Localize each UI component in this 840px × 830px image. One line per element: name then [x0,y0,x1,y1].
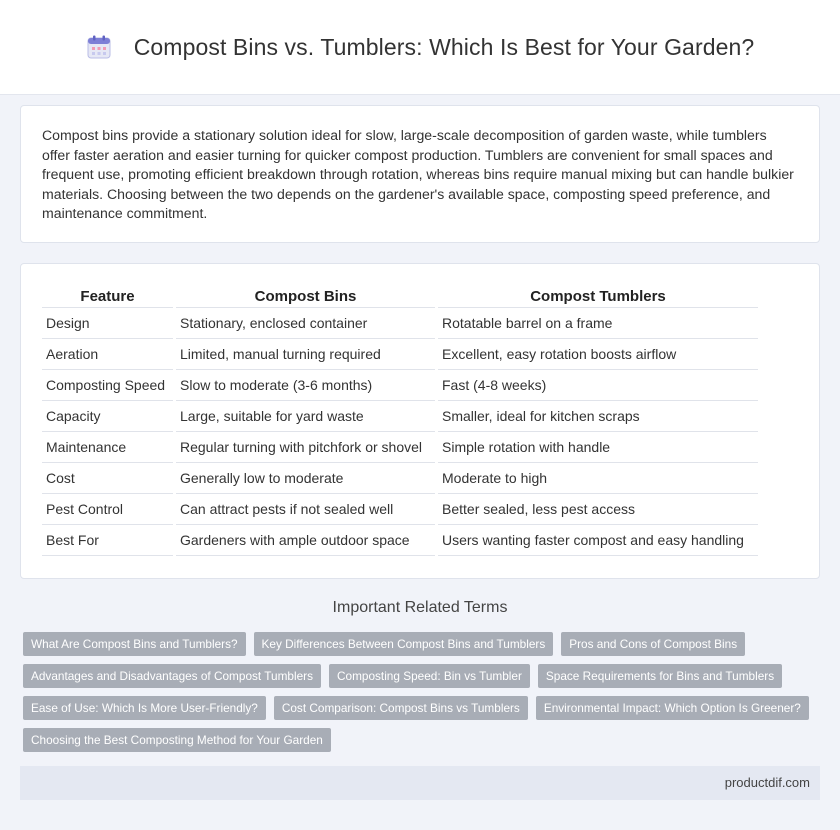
related-term-link[interactable]: Ease of Use: Which Is More User-Friendly? [23,696,266,720]
column-header-feature: Feature [42,286,173,308]
table-cell: Best For [42,525,173,556]
table-row [42,308,758,339]
calendar-icon [86,34,112,60]
table-header-row [42,286,758,308]
related-term-link[interactable]: Environmental Impact: Which Option Is Greener? [536,696,809,720]
table-cell: Smaller, ideal for kitchen scraps [438,401,758,432]
related-term-link[interactable]: What Are Compost Bins and Tumblers? [23,632,246,656]
table-cell: Stationary, enclosed container [176,308,435,339]
table-cell: Large, suitable for yard waste [176,401,435,432]
table-row [42,463,758,494]
table-cell: Better sealed, less pest access [438,494,758,525]
related-term-link[interactable]: Choosing the Best Composting Method for Your Garden [23,728,331,752]
table-cell: Generally low to moderate [176,463,435,494]
table-cell: Aeration [42,339,173,370]
table-row [42,525,758,556]
related-term-link[interactable]: Advantages and Disadvantages of Compost Tumblers [23,664,321,688]
table-cell: Design [42,308,173,339]
table-cell: Moderate to high [438,463,758,494]
table-cell: Rotatable barrel on a frame [438,308,758,339]
intro-text: Compost bins provide a stationary solution ideal for slow, large-scale decomposition of garden waste, while tumblers offer faster aeration and easier turning for quicker compost production. Tumblers are convenient for small spaces and frequent use, promoting efficient breakdown through rotation, whereas bins require manual mixing but can handle bulkier materials. Choosing between the two depends on the gardener's available space, composting speed preference, and maintenance commitment. [42,127,794,222]
table-cell: Fast (4-8 weeks) [438,370,758,401]
table-cell: Pest Control [42,494,173,525]
related-term-link[interactable]: Composting Speed: Bin vs Tumbler [329,664,530,688]
table-cell: Gardeners with ample outdoor space [176,525,435,556]
related-term-link[interactable]: Space Requirements for Bins and Tumblers [538,664,782,688]
table-cell: Limited, manual turning required [176,339,435,370]
column-header-compost-bins: Compost Bins [176,286,435,308]
table-cell: Simple rotation with handle [438,432,758,463]
related-term-link[interactable]: Cost Comparison: Compost Bins vs Tumblers [274,696,528,720]
intro-card [20,105,820,243]
table-row [42,401,758,432]
related-terms-list [23,632,823,760]
related-term-link[interactable]: Key Differences Between Compost Bins and Tumblers [254,632,554,656]
table-cell: Excellent, easy rotation boosts airflow [438,339,758,370]
table-cell: Regular turning with pitchfork or shovel [176,432,435,463]
table-cell: Maintenance [42,432,173,463]
page-header [0,0,840,95]
table-cell: Composting Speed [42,370,173,401]
table-row [42,370,758,401]
table-cell: Cost [42,463,173,494]
comparison-card [20,263,820,579]
table-cell: Slow to moderate (3-6 months) [176,370,435,401]
page-title: Compost Bins vs. Tumblers: Which Is Best for Your Garden? [133,33,755,60]
site-link[interactable]: productdif.com [724,775,810,790]
related-term-link[interactable]: Pros and Cons of Compost Bins [561,632,745,656]
table-cell: Users wanting faster compost and easy handling [438,525,758,556]
related-terms-title: Important Related Terms [332,599,508,616]
table-cell: Capacity [42,401,173,432]
table-cell: Can attract pests if not sealed well [176,494,435,525]
table-row [42,432,758,463]
table-row [42,494,758,525]
column-header-compost-tumblers: Compost Tumblers [438,286,758,308]
comparison-table [39,286,761,556]
page-footer [20,766,820,800]
table-row [42,339,758,370]
